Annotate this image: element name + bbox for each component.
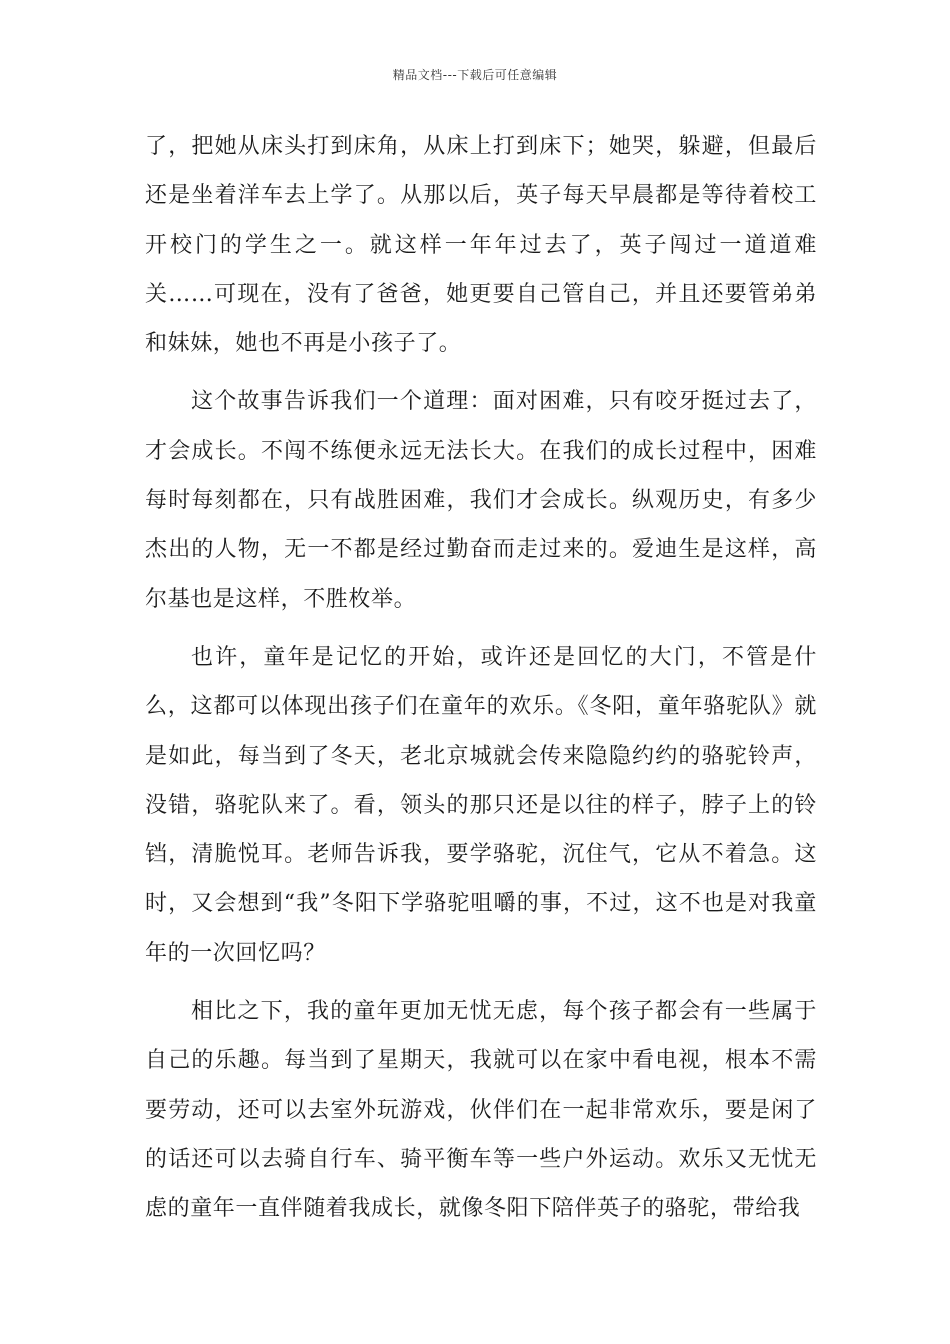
- paragraph-1: 了，把她从床头打到床角，从床上打到床下；她哭，躲避，但最后还是坐着洋车去上学了。从那以后，英子每天早晨都是等待着校工开校门的学生之一。就这样一年年过去了，英子闯过一道道难关……可现在，没有了爸爸，她更要自己管自己，并且还要管弟弟和妹妹，她也不再是小孩子了。: [145, 134, 817, 357]
- paragraph-4: 相比之下，我的童年更加无忧无虑，每个孩子都会有一些属于自己的乐趣。每当到了星期天，我就可以在家中看电视，根本不需要劳动，还可以去室外玩游戏，伙伴们在一起非常欢乐，要是闲了的话还可以去骑自行车、骑平衡车等一些户外运动。欢乐又无忧无虑的童年一直伴随着我成长，就像冬阳下陪伴英子的骆驼，带给我: [145, 999, 817, 1222]
- page-header: 精品文档---下载后可任意编辑: [392, 68, 558, 82]
- document-body: [145, 122, 817, 1234]
- paragraph-3: 也许，童年是记忆的开始，或许还是回忆的大门，不管是什么，这都可以体现出孩子们在童年的欢乐。《冬阳，童年骆驼队》就是如此，每当到了冬天，老北京城就会传来隐隐约约的骆驼铃声，没错，骆驼队来了。看，领头的那只还是以往的样子，脖子上的铃铛，清脆悦耳。老师告诉我，要学骆驼，沉住气，它从不着急。这时，又会想到“我”冬阳下学骆驼咀嚼的事，不过，这不也是对我童年的一次回忆吗？: [145, 644, 817, 966]
- paragraph-2: 这个故事告诉我们一个道理：面对困难，只有咬牙挺过去了，才会成长。不闯不练便永远无法长大。在我们的成长过程中，困难每时每刻都在，只有战胜困难，我们才会成长。纵观历史，有多少杰出的人物，无一不都是经过勤奋而走过来的。爱迪生是这样，高尔基也是这样，不胜枚举。: [145, 389, 817, 612]
